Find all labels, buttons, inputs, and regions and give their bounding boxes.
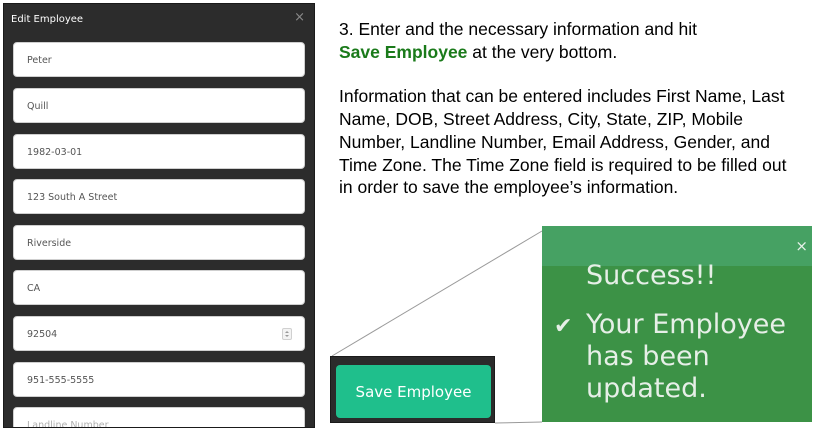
dob-value: 1982-03-01: [27, 147, 83, 158]
landline-number-placeholder: Landline Number: [27, 420, 109, 428]
first-name-field[interactable]: [13, 42, 305, 77]
state-value: CA: [27, 283, 41, 294]
callout-line-top: [332, 231, 542, 356]
last-name-field[interactable]: [13, 88, 305, 123]
success-toast: [542, 226, 812, 422]
step-prefix: 3. Enter and the necessary information and hit: [339, 19, 697, 39]
close-icon[interactable]: ×: [294, 10, 305, 25]
number-spinner-icon[interactable]: [282, 328, 292, 340]
modal-title: Edit Employee: [11, 14, 84, 25]
street-address-value: 123 South A Street: [27, 192, 118, 203]
mobile-number-value: 951-555-5555: [27, 375, 95, 386]
zip-value: 92504: [27, 329, 58, 340]
state-field[interactable]: [13, 270, 305, 305]
mobile-number-field[interactable]: [13, 362, 305, 397]
city-field[interactable]: [13, 225, 305, 260]
city-value: Riverside: [27, 238, 72, 249]
edit-employee-modal: [3, 3, 315, 428]
toast-title: Success!!: [586, 260, 717, 291]
last-name-value: Quill: [27, 101, 49, 112]
toast-message: Your Employee has been updated.: [586, 309, 786, 404]
dob-field[interactable]: [13, 134, 305, 169]
save-button-zoom: [330, 356, 495, 423]
checkmark-icon: ✔: [554, 314, 573, 339]
callout-line-bottom: [495, 422, 542, 423]
landline-number-field[interactable]: [13, 407, 305, 428]
street-address-field[interactable]: [13, 179, 305, 214]
close-icon[interactable]: ×: [795, 237, 808, 255]
step-suffix: at the very bottom.: [472, 41, 618, 62]
save-employee-button[interactable]: Save Employee: [336, 365, 491, 418]
info-paragraph: Information that can be entered includes First Name, Last Name, DOB, Street Address, City, State, ZIP, Mobile Number, Landline Number, Email Address, Gender, and Time Zone. The Time Zone field is required to be filled out in order to save the employee’s information.: [339, 86, 787, 198]
step-instruction: [339, 18, 789, 63]
zip-field[interactable]: [13, 316, 305, 351]
save-employee-highlight: Save Employee: [339, 41, 468, 62]
first-name-value: Peter: [27, 55, 52, 66]
instruction-text: [339, 18, 789, 199]
